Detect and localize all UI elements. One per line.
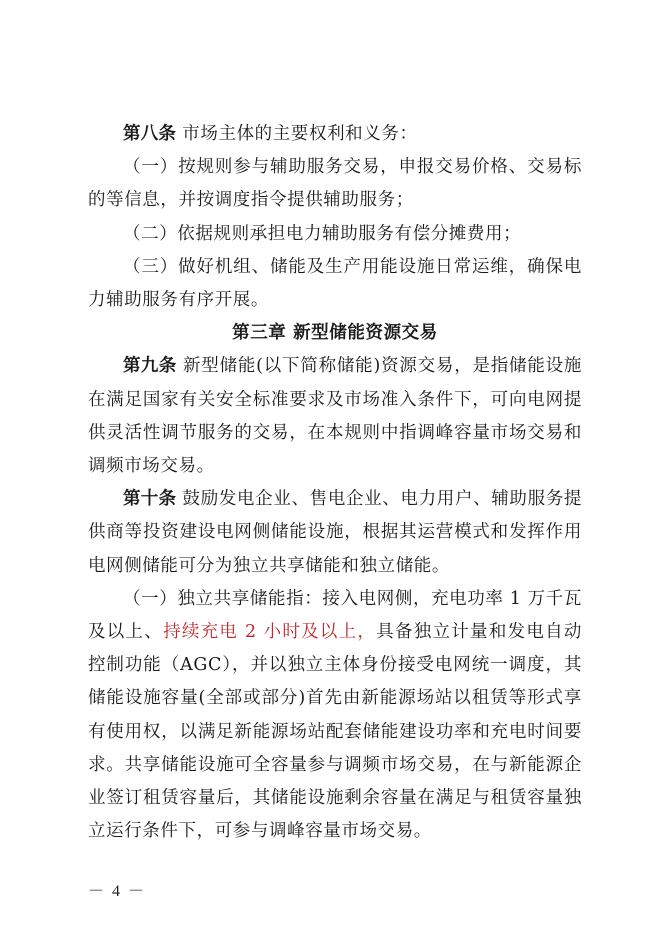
article-10-item-1 <box>88 583 582 849</box>
article-10-item-1-pre: （一）独立共享储能指：接入电网侧，充电功率 1 万千瓦及以上、 <box>88 588 582 643</box>
article-9-text: 新型储能(以下简称储能)资源交易，是指储能设施在满足国家有关安全标准要求及市场准入条件下，可向电网提供灵活性调节服务的交易，在本规则中指调峰容量市场交易和调频市场交易。 <box>88 356 583 477</box>
article-10 <box>88 483 582 583</box>
page-number: － 4 － <box>88 883 147 900</box>
article-9-number: 第九条 <box>123 356 177 377</box>
article-8-lead-text: 市场主体的主要权利和义务： <box>182 124 418 144</box>
article-8-number: 第八条 <box>123 124 177 144</box>
article-8-lead <box>88 118 582 151</box>
article-10-text: 鼓励发电企业、售电企业、电力用户、辅助服务提供商等投资建设电网侧储能设施，根据其运营模式和发挥作用电网侧储能可分为独立共享储能和独立储能。 <box>88 489 583 576</box>
article-10-item-1-highlight: 持续充电 2 小时及以上， <box>163 622 377 643</box>
article-8-item-3: （三）做好机组、储能及生产用能设施日常运维，确保电力辅助服务有序开展。 <box>88 256 582 311</box>
article-10-number: 第十条 <box>123 489 177 510</box>
article-10-item-1-post: 具备独立计量和发电自动控制功能（AGC），并以独立主体身份接受电网统一调度，其储能设施容量(全部或部分)首先由新能源场站以租赁等形式享有使用权，以满足新能源场站配套储能建设功率和充电时间要求。共享储能设施可全容量参与调频市场交易，在与新能源企业签订租赁容量后，其储能设施剩余容量在满足与租赁容量独立运行条件下，可参与调峰容量市场交易。 <box>88 622 583 842</box>
article-8-item-2: （二）依据规则承担电力辅助服务有偿分摊费用； <box>123 223 522 244</box>
document-body <box>88 118 582 848</box>
article-8-item-1: （一）按规则参与辅助服务交易，申报交易价格、交易标的等信息，并按调度指令提供辅助服务； <box>88 157 582 211</box>
article-9 <box>88 350 582 483</box>
chapter-3-heading: 第三章 新型储能资源交易 <box>232 323 438 344</box>
